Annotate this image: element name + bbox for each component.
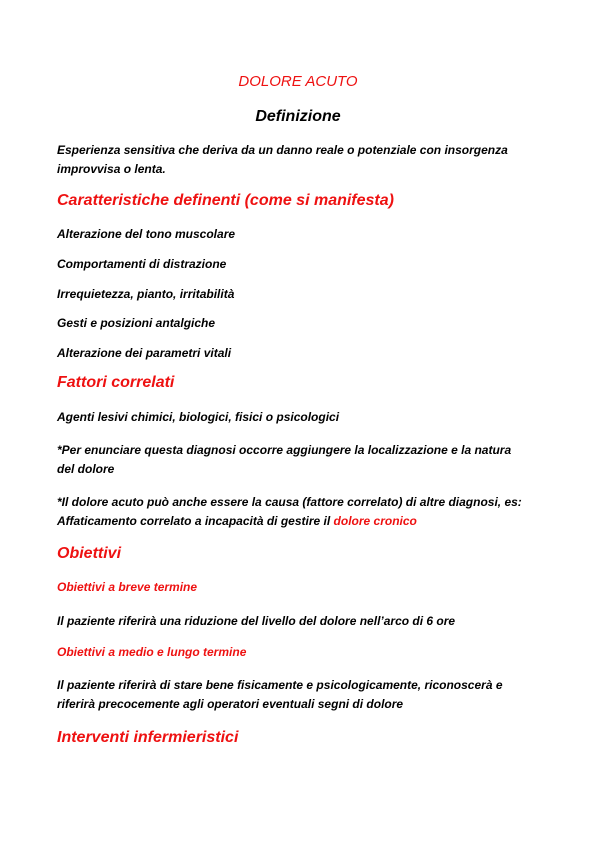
note-localization-line-1: *Per enunciare questa diagnosi occorre aggiungere la localizzazione e la natura — [57, 443, 512, 457]
definition-heading: Definizione — [255, 108, 341, 125]
factor-agents-text: Agenti lesivi chimici, biologici, fisici o psicologici — [57, 410, 340, 424]
short-term-objective-text: Il paziente riferirà una riduzione del livello del dolore nell’arco di 6 ore — [57, 614, 456, 628]
note-localization-line-2: del dolore — [57, 462, 115, 476]
note-cause-prefix: Affaticamento correlato a incapacità di gestire il — [57, 514, 334, 528]
mid-long-term-objective-line-1: Il paziente riferirà di stare bene fisicamente e psicologicamente, riconoscerà e — [57, 678, 503, 692]
section-heading-characteristics: Caratteristiche definenti (come si manifesta) — [57, 192, 394, 209]
characteristic-item: Comportamenti di distrazione — [57, 257, 227, 271]
mid-long-term-objectives-heading: Obiettivi a medio e lungo termine — [57, 645, 247, 659]
section-heading-objectives: Obiettivi — [57, 545, 122, 562]
document-title: DOLORE ACUTO — [238, 73, 358, 90]
definition-text-line-2: improvvisa o lenta. — [57, 162, 166, 176]
section-heading-interventions: Interventi infermieristici — [57, 729, 239, 746]
chronic-pain-highlight: dolore cronico — [333, 514, 417, 528]
section-heading-factors: Fattori correlati — [57, 374, 175, 391]
note-cause-line-1: *Il dolore acuto può anche essere la causa (fattore correlato) di altre diagnosi, es: — [57, 495, 522, 509]
characteristic-item: Gesti e posizioni antalgiche — [57, 316, 216, 330]
characteristic-item: Irrequietezza, pianto, irritabilità — [57, 287, 235, 301]
note-cause-line-2 — [57, 512, 537, 531]
characteristic-item: Alterazione del tono muscolare — [57, 227, 236, 241]
characteristic-item: Alterazione dei parametri vitali — [57, 346, 232, 360]
short-term-objectives-heading: Obiettivi a breve termine — [57, 580, 198, 594]
definition-text-line-1: Esperienza sensitiva che deriva da un danno reale o potenziale con insorgenza — [57, 143, 508, 157]
mid-long-term-objective-line-2: riferirà precocemente agli operatori eventuali segni di dolore — [57, 697, 404, 711]
